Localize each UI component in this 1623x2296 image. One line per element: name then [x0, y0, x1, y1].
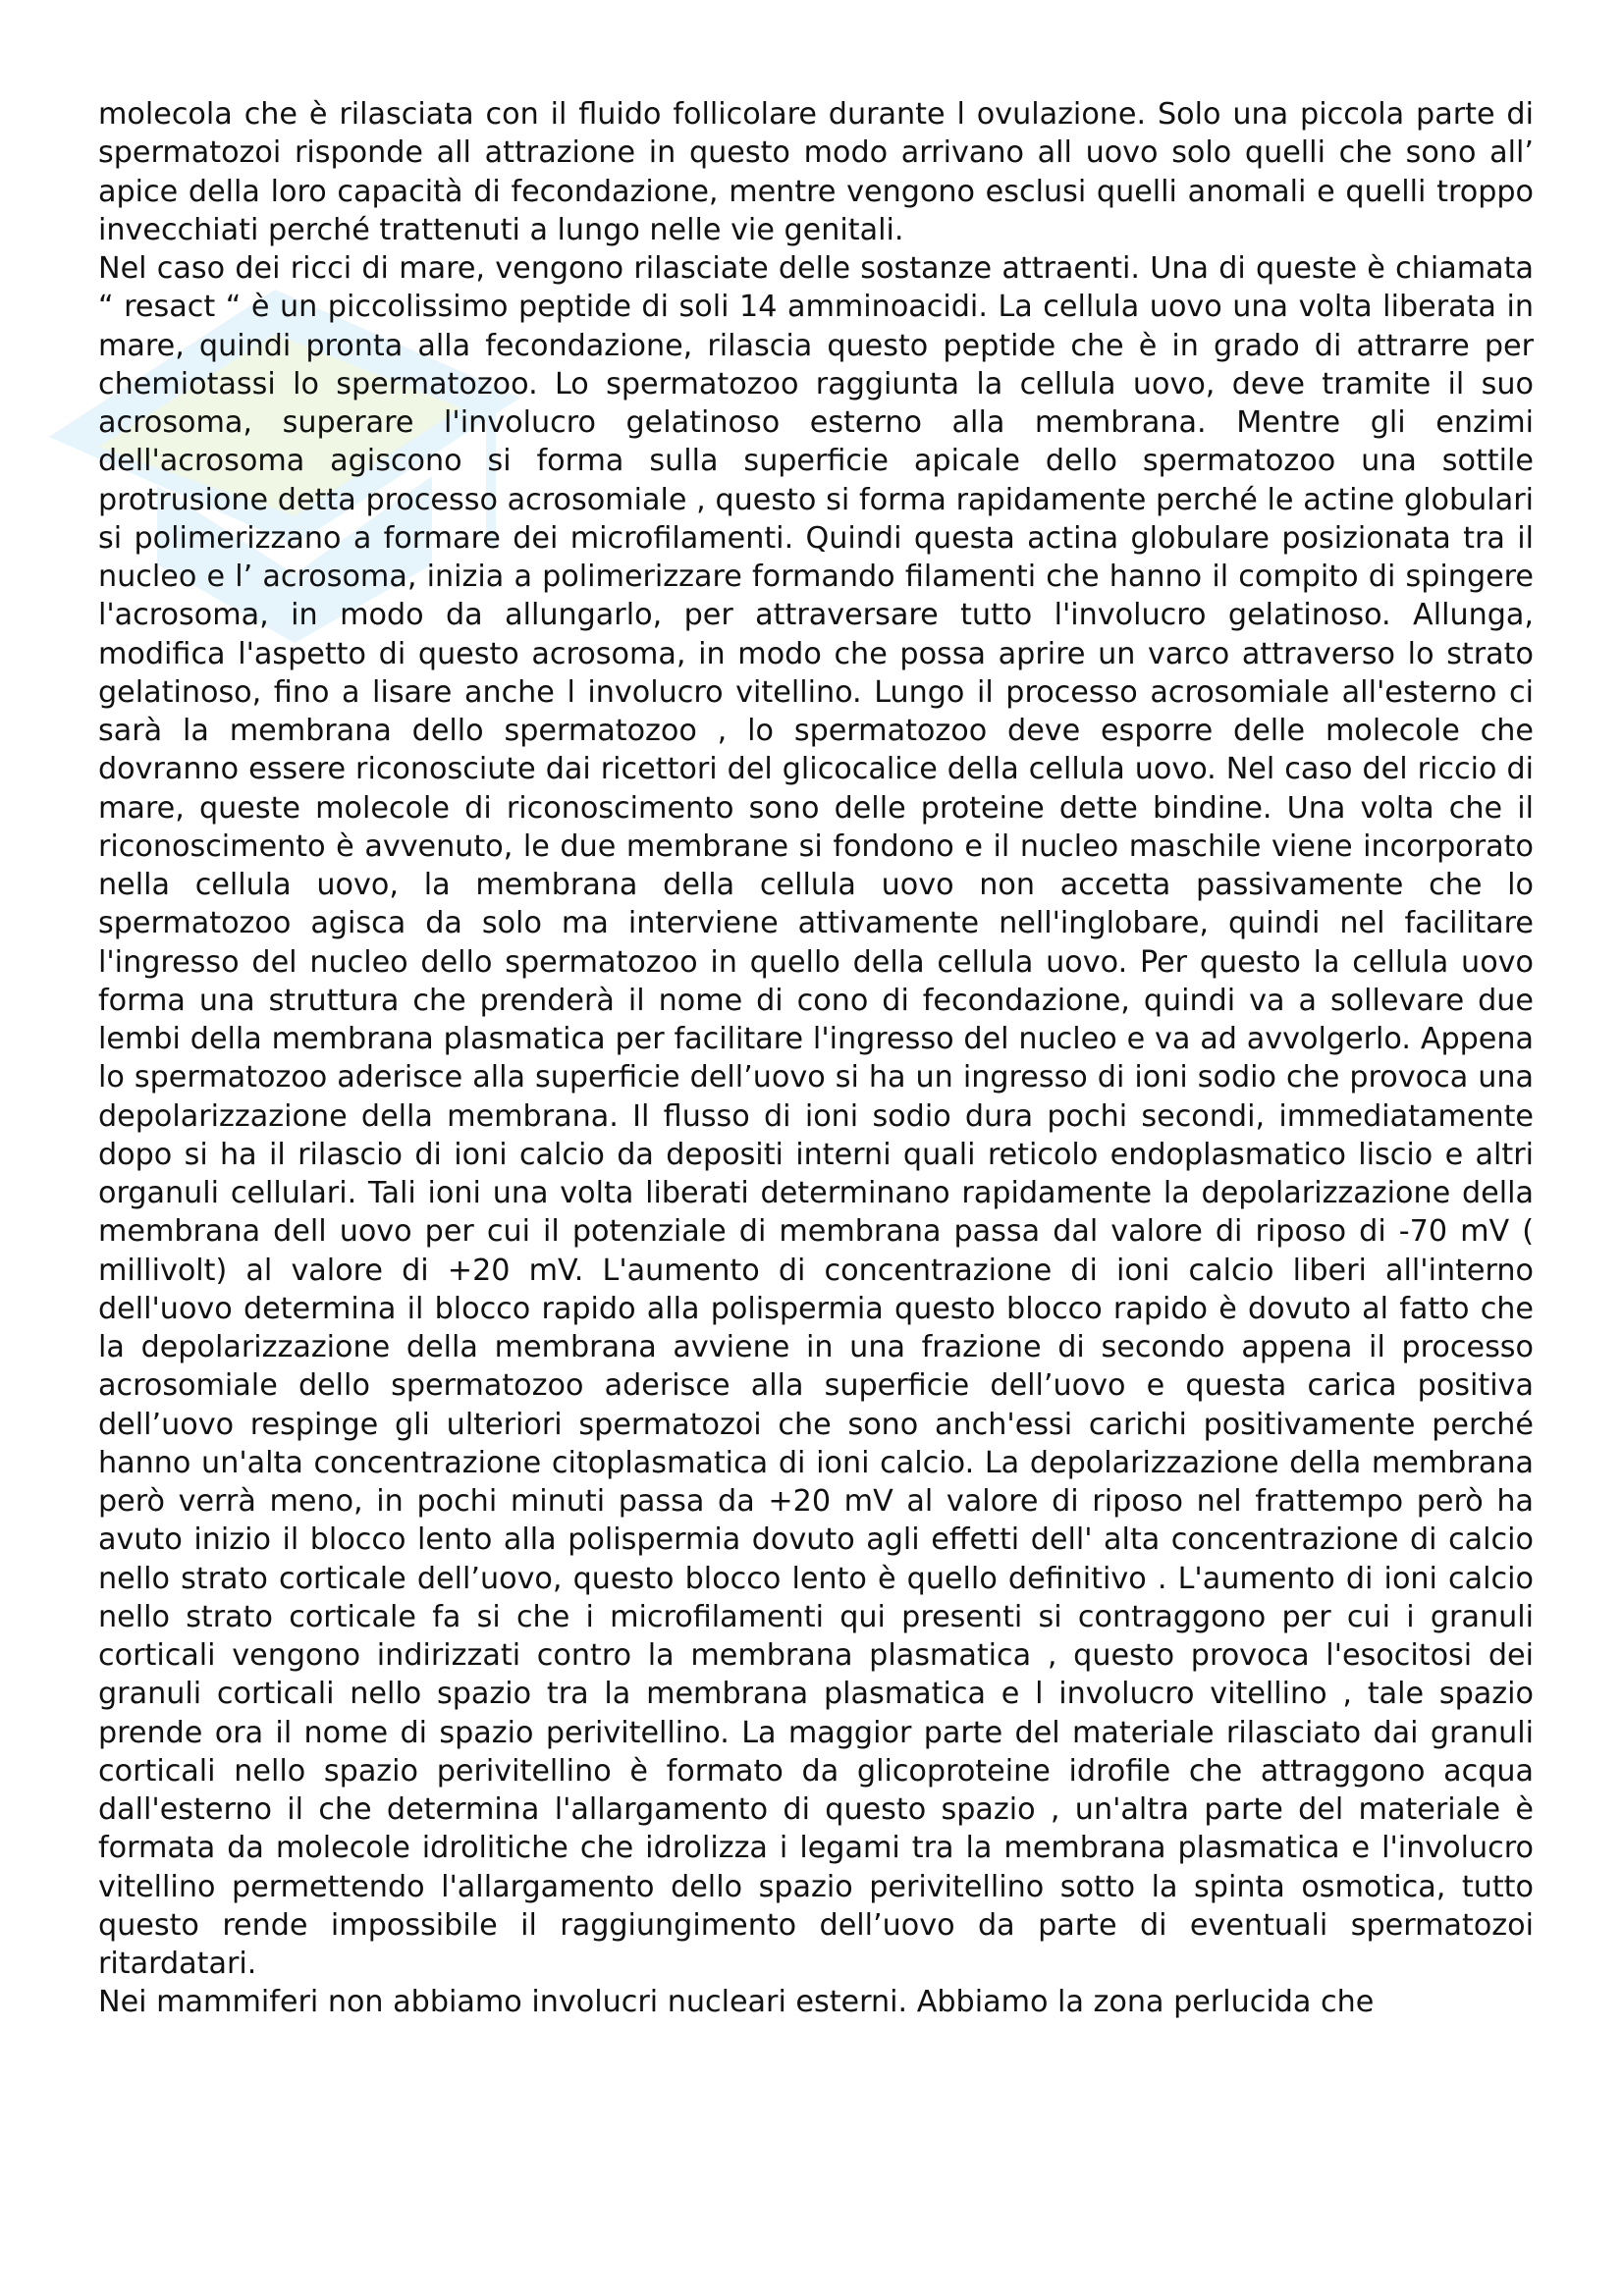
paragraph-3: Nei mammiferi non abbiamo involucri nucleari esterni. Abbiamo la zona perlucida che: [98, 1985, 1375, 2020]
paragraph-2: Nel caso dei ricci di mare, vengono rilasciate delle sostanze attraenti. Una di queste è chiamata “ resact “ è un piccolissimo peptide di soli 14 amminoacidi. La cellula uovo una volta liberata in mare, quindi pronta alla fecondazione, rilascia questo peptide che è in grado di attrarre per chemiotassi lo spermatozoo. Lo spermatozoo raggiunta la cellula uovo, deve tramite il suo acrosoma, superare l'involucro gelatinoso esterno alla membrana. Mentre gli enzimi dell'acrosoma agiscono si forma sulla superficie apicale dello spermatozoo una sottile protrusione detta processo acrosomiale , questo si forma rapidamente perché le actine globulari si polimerizzano a formare dei microfilamenti. Quindi questa actina globulare posizionata tra il nucleo e l’ acrosoma, inizia a polimerizzare formando filamenti che hanno il compito di spingere l'acrosoma, in modo da allungarlo, per attraversare tutto l'involucro gelatinoso. Allunga, modifica l'aspetto di questo acrosoma, in modo che possa aprire un varco attraverso lo strato gelatinoso, fino a lisare anche l involucro vitellino. Lungo il processo acrosomiale all'esterno ci sarà la membrana dello spermatozoo , lo spermatozoo deve esporre delle molecole che dovranno essere riconosciute dai ricettori del glicocalice della cellula uovo. Nel caso del riccio di mare, queste molecole di riconoscimento sono delle proteine dette bindine. Una volta che il riconoscimento è avvenuto, le due membrane si fondono e il nucleo maschile viene incorporato nella cellula uovo, la membrana della cellula uovo non accetta passivamente che lo spermatozoo agisca da solo ma interviene attivamente nell'inglobare, quindi nel facilitare l'ingresso del nucleo dello spermatozoo in quello della cellula uovo. Per questo la cellula uovo forma una struttura che prenderà il nome di cono di fecondazione, quindi va a sollevare due lembi della membrana plasmatica per facilitare l'ingresso del nucleo e va ad avvolgerlo. Appena lo spermatozoo aderisce alla superficie dell’uovo si ha un ingresso di ioni sodio che provoca una depolarizzazione della membrana. Il flusso di ioni sodio dura pochi secondi, immediatamente dopo si ha il rilascio di ioni calcio da depositi interni quali reticolo endoplasmatico liscio e altri organuli cellulari. Tali ioni una volta liberati determinano rapidamente la depolarizzazione della membrana dell uovo per cui il potenziale di membrana passa dal valore di riposo di -70 mV ( millivolt) al valore di +20 mV. L'aumento di concentrazione di ioni calcio liberi all'interno dell'uovo determina il blocco rapido alla polispermia questo blocco rapido è dovuto al fatto che la depolarizzazione della membrana avviene in una frazione di secondo appena il processo acrosomiale dello spermatozoo aderisce alla superficie dell’uovo e questa carica positiva dell’uovo respinge gli ulteriori spermatozoi che sono anch'essi carichi positivamente perché hanno un'alta concentrazione citoplasmatica di ioni calcio. La depolarizzazione della membrana però verrà meno, in pochi minuti passa da +20 mV al valore di riposo nel frattempo però ha avuto inizio il blocco lento alla polispermia dovuto agli effetti dell' alta concentrazione di calcio nello strato corticale dell’uovo, questo blocco lento è quello definitivo . L'aumento di ioni calcio nello strato corticale fa si che i microfilamenti qui presenti si contraggono per cui i granuli corticali vengono indirizzati contro la membrana plasmatica , questo provoca l'esocitosi dei granuli corticali nello spazio tra la membrana plasmatica e l involucro vitellino , tale spazio prende ora il nome di spazio perivitellino. La maggior parte del materiale rilasciato dai granuli corticali nello spazio perivitellino è formato da glicoproteine idrofile che attraggono acqua dall'esterno il che determina l'allargamento di questo spazio , un'altra parte del materiale è formata da molecole idrolitiche che idrolizza i legami tra la membrana plasmatica e l'involucro vitellino permettendo l'allargamento dello spazio perivitellino sotto la spinta osmotica, tutto questo rende impossibile il raggiungimento dell’uovo da parte di eventuali spermatozoi ritardatari.: [98, 251, 1534, 1981]
paragraph-1: molecola che è rilasciata con il fluido follicolare durante l ovulazione. Solo una piccola parte di spermatozoi risponde all attrazione in questo modo arrivano all uovo solo quelli che sono all’ apice della loro capacità di fecondazione, mentre vengono esclusi quelli anomali e quelli troppo invecchiati perché trattenuti a lungo nelle vie genitali.: [98, 97, 1534, 247]
document-body: [98, 95, 1534, 2022]
